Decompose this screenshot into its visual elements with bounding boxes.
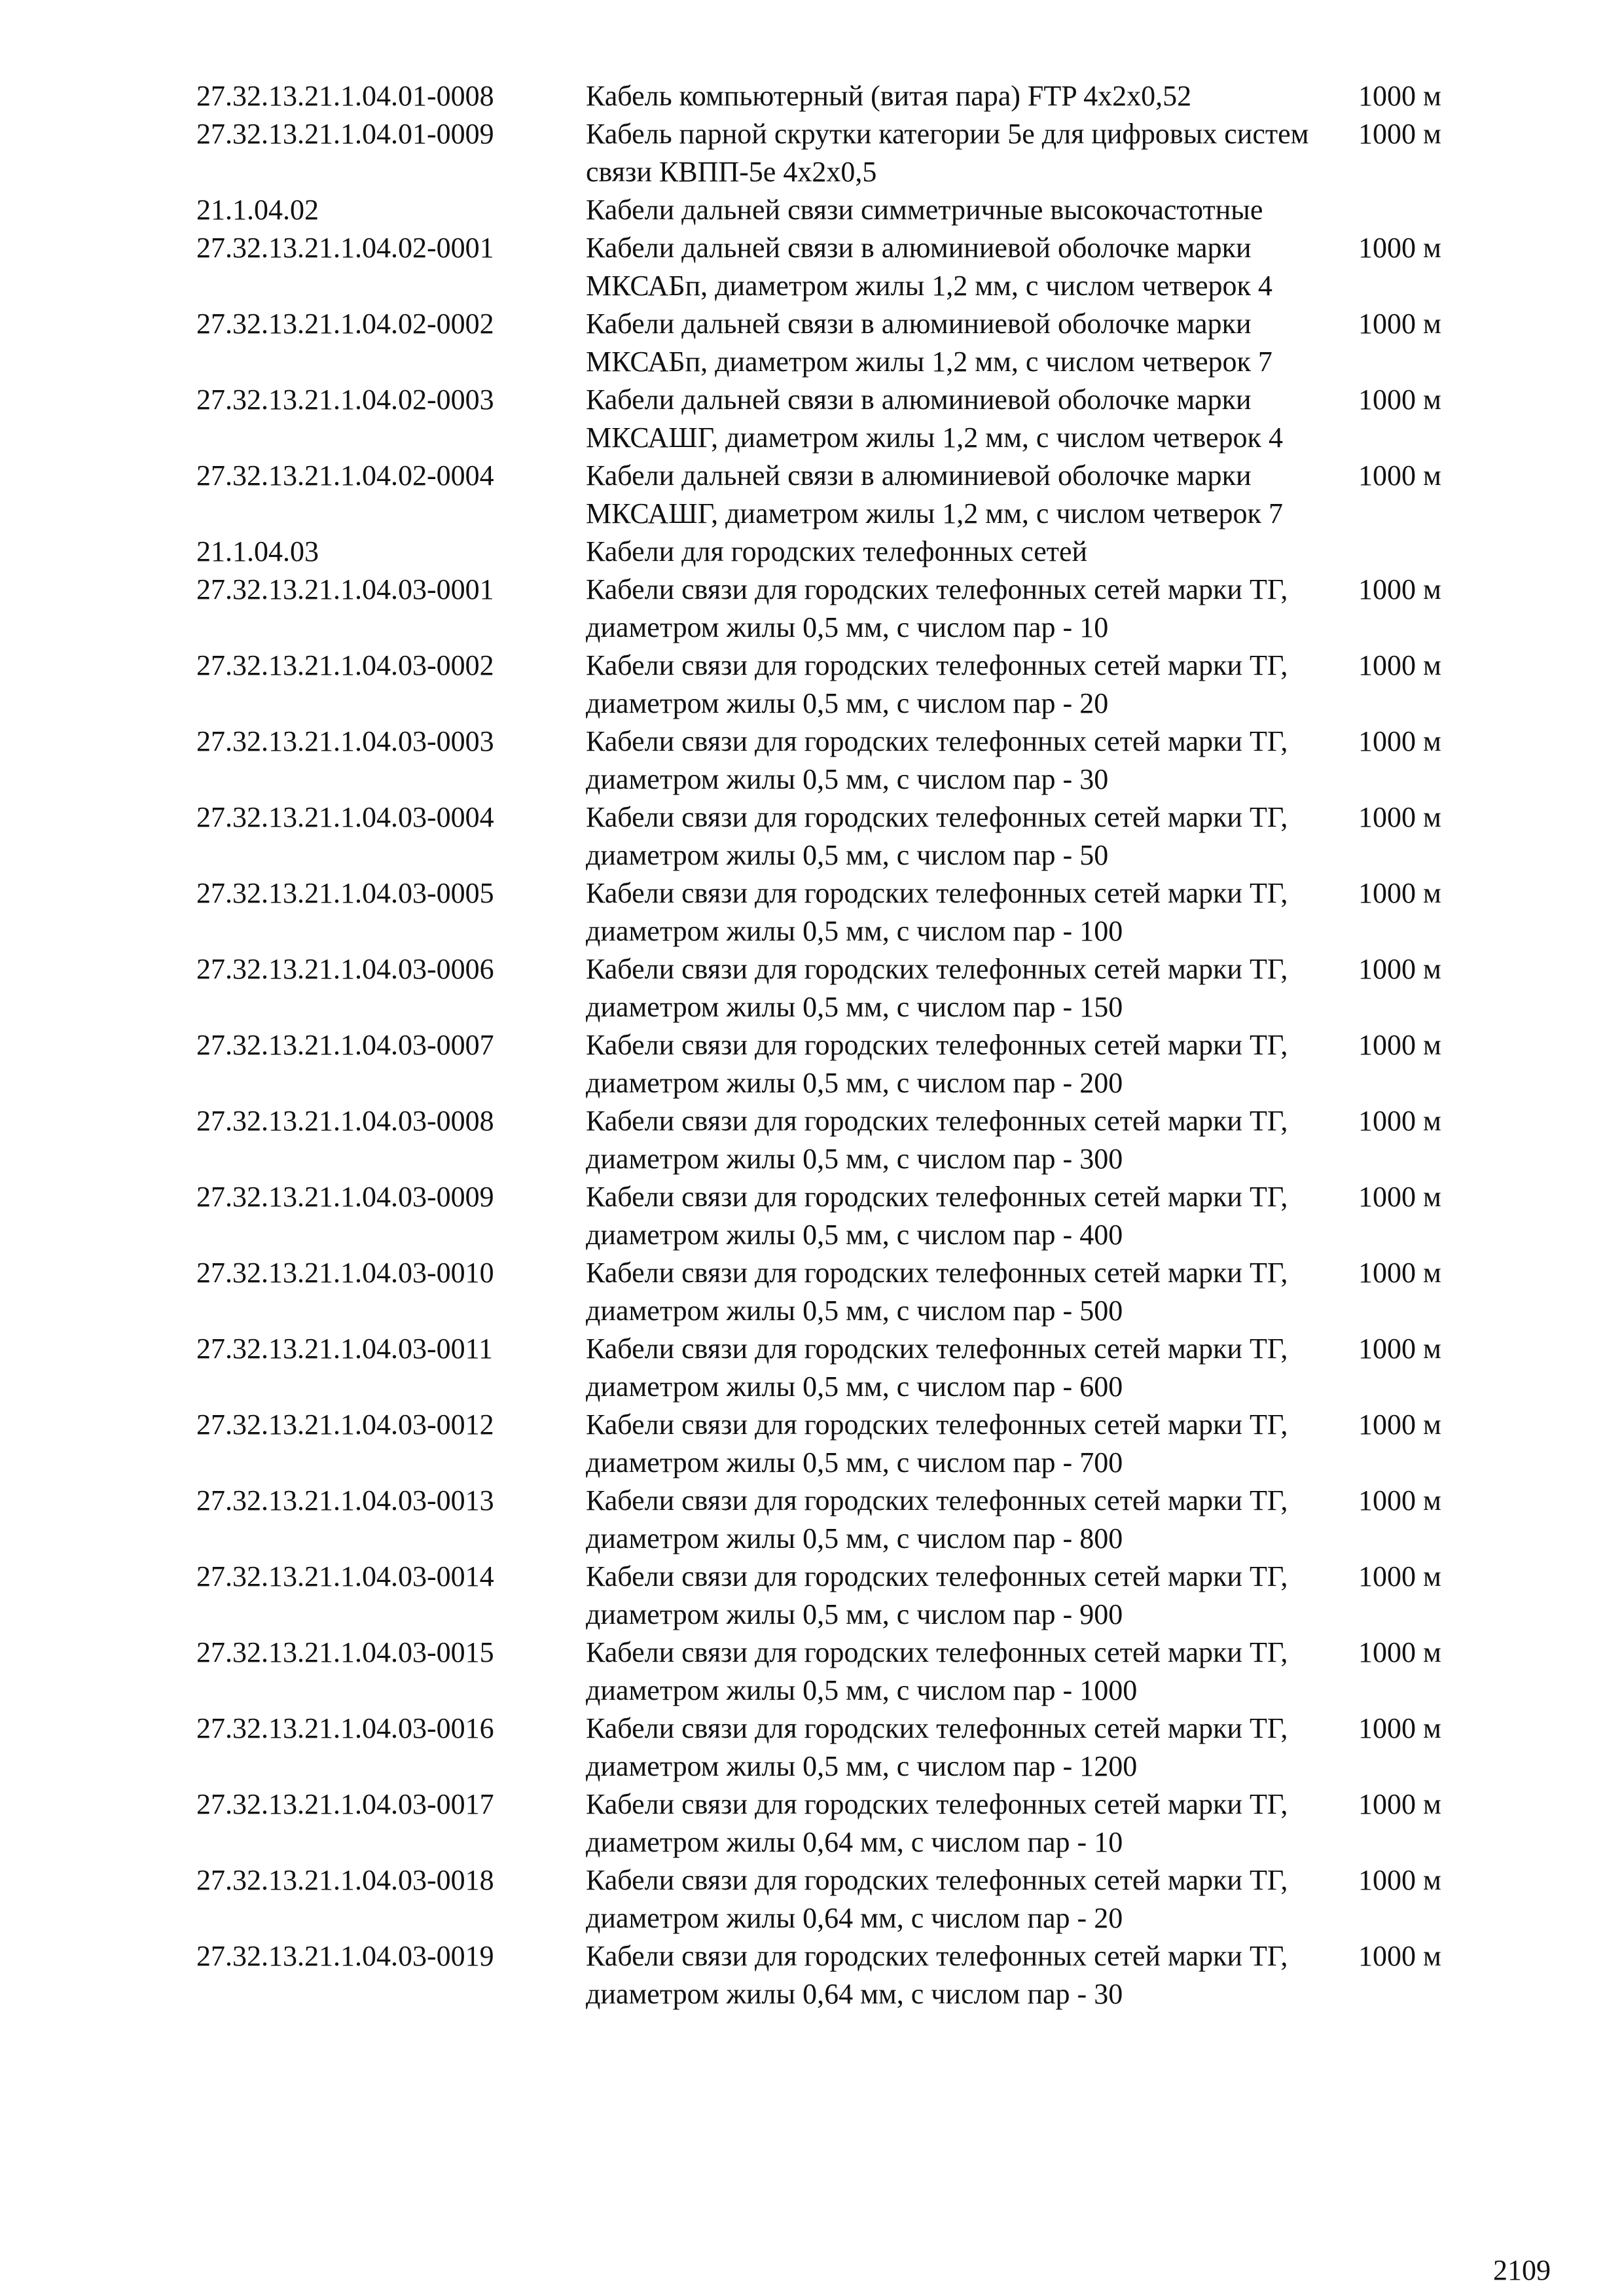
section-row bbox=[196, 191, 1473, 229]
row-code: 27.32.13.21.1.04.01-0008 bbox=[196, 80, 494, 112]
row-name: Кабели связи для городских телефонных сетей марки ТГ, диаметром жилы 0,5 мм, с числом пар - 800 bbox=[586, 1484, 1288, 1554]
row-code: 27.32.13.21.1.04.03-0007 bbox=[196, 1029, 494, 1061]
cable-table bbox=[196, 77, 1473, 2013]
row-unit: 1000 м bbox=[1358, 725, 1441, 757]
row-name: Кабели связи для городских телефонных сетей марки ТГ, диаметром жилы 0,5 мм, с числом пар - 900 bbox=[586, 1560, 1288, 1630]
table-row bbox=[196, 1558, 1473, 1634]
row-name: Кабели связи для городских телефонных сетей марки ТГ, диаметром жилы 0,5 мм, с числом пар - 200 bbox=[586, 1029, 1288, 1099]
row-unit: 1000 м bbox=[1358, 649, 1441, 681]
row-code: 27.32.13.21.1.04.03-0005 bbox=[196, 877, 494, 909]
row-name: Кабели дальней связи симметричные высокочастотные bbox=[586, 194, 1263, 226]
row-code: 27.32.13.21.1.04.03-0009 bbox=[196, 1181, 494, 1213]
table-row bbox=[196, 798, 1473, 874]
page-number: 2109 bbox=[1493, 2254, 1551, 2286]
table-row bbox=[196, 1178, 1473, 1254]
table-row bbox=[196, 77, 1473, 115]
table-row bbox=[196, 457, 1473, 533]
row-code: 27.32.13.21.1.04.03-0010 bbox=[196, 1257, 494, 1289]
table-row bbox=[196, 115, 1473, 191]
row-name: Кабели связи для городских телефонных сетей марки ТГ, диаметром жилы 0,5 мм, с числом пар - 300 bbox=[586, 1105, 1288, 1175]
row-code: 27.32.13.21.1.04.03-0017 bbox=[196, 1788, 494, 1820]
table-row bbox=[196, 305, 1473, 381]
row-name: Кабели дальней связи в алюминиевой оболочке марки МКСАШГ, диаметром жилы 1,2 мм, с числом четверок 7 bbox=[586, 459, 1283, 529]
row-name: Кабели связи для городских телефонных сетей марки ТГ, диаметром жилы 0,64 мм, с числом пар - 10 bbox=[586, 1788, 1288, 1858]
row-code: 27.32.13.21.1.04.02-0003 bbox=[196, 384, 494, 416]
row-name: Кабели связи для городских телефонных сетей марки ТГ, диаметром жилы 0,5 мм, с числом пар - 1200 bbox=[586, 1712, 1288, 1782]
row-name: Кабели связи для городских телефонных сетей марки ТГ, диаметром жилы 0,5 мм, с числом пар - 30 bbox=[586, 725, 1288, 795]
table-row bbox=[196, 571, 1473, 647]
row-unit: 1000 м bbox=[1358, 877, 1441, 909]
row-unit: 1000 м bbox=[1358, 1864, 1441, 1896]
row-unit: 1000 м bbox=[1358, 1181, 1441, 1213]
row-code: 27.32.13.21.1.04.02-0002 bbox=[196, 308, 494, 340]
table-row bbox=[196, 950, 1473, 1026]
row-code: 27.32.13.21.1.04.03-0015 bbox=[196, 1636, 494, 1668]
row-unit: 1000 м bbox=[1358, 1560, 1441, 1592]
row-code: 21.1.04.03 bbox=[196, 535, 319, 567]
row-name: Кабели дальней связи в алюминиевой оболочке марки МКСАШГ, диаметром жилы 1,2 мм, с числом четверок 4 bbox=[586, 384, 1283, 454]
row-unit: 1000 м bbox=[1358, 232, 1441, 264]
row-code: 27.32.13.21.1.04.03-0003 bbox=[196, 725, 494, 757]
table-row bbox=[196, 1406, 1473, 1482]
row-code: 27.32.13.21.1.04.03-0002 bbox=[196, 649, 494, 681]
row-unit: 1000 м bbox=[1358, 308, 1441, 340]
row-code: 27.32.13.21.1.04.03-0011 bbox=[196, 1333, 494, 1365]
row-code: 27.32.13.21.1.04.03-0006 bbox=[196, 953, 494, 985]
table-row bbox=[196, 381, 1473, 457]
table-row bbox=[196, 647, 1473, 723]
section-row bbox=[196, 533, 1473, 571]
row-unit: 1000 м bbox=[1358, 801, 1441, 833]
row-unit: 1000 м bbox=[1358, 1408, 1441, 1441]
row-unit: 1000 м bbox=[1358, 1636, 1441, 1668]
row-name: Кабель компьютерный (витая пара) FTP 4x2x0,52 bbox=[586, 80, 1192, 112]
table-row bbox=[196, 874, 1473, 950]
row-unit: 1000 м bbox=[1358, 573, 1441, 605]
table-row bbox=[196, 1937, 1473, 2013]
row-unit: 1000 м bbox=[1358, 459, 1441, 492]
row-unit: 1000 м bbox=[1358, 384, 1441, 416]
row-name: Кабели связи для городских телефонных сетей марки ТГ, диаметром жилы 0,5 мм, с числом пар - 600 bbox=[586, 1333, 1288, 1403]
row-unit: 1000 м bbox=[1358, 1788, 1441, 1820]
row-unit: 1000 м bbox=[1358, 118, 1441, 150]
row-name: Кабели дальней связи в алюминиевой оболочке марки МКСАБп, диаметром жилы 1,2 мм, с числом четверок 4 bbox=[586, 232, 1272, 302]
row-unit: 1000 м bbox=[1358, 1712, 1441, 1744]
row-code: 27.32.13.21.1.04.03-0018 bbox=[196, 1864, 494, 1896]
row-name: Кабели дальней связи в алюминиевой оболочке марки МКСАБп, диаметром жилы 1,2 мм, с числом четверок 7 bbox=[586, 308, 1272, 378]
row-name: Кабели связи для городских телефонных сетей марки ТГ, диаметром жилы 0,5 мм, с числом пар - 150 bbox=[586, 953, 1288, 1023]
row-name: Кабели связи для городских телефонных сетей марки ТГ, диаметром жилы 0,5 мм, с числом пар - 100 bbox=[586, 877, 1288, 947]
table-row bbox=[196, 723, 1473, 798]
row-code: 27.32.13.21.1.04.03-0004 bbox=[196, 801, 494, 833]
row-code: 27.32.13.21.1.04.03-0013 bbox=[196, 1484, 494, 1516]
row-name: Кабели связи для городских телефонных сетей марки ТГ, диаметром жилы 0,64 мм, с числом пар - 20 bbox=[586, 1864, 1288, 1934]
row-code: 27.32.13.21.1.04.03-0001 bbox=[196, 573, 494, 605]
table-row bbox=[196, 1482, 1473, 1558]
row-unit: 1000 м bbox=[1358, 953, 1441, 985]
row-name: Кабели связи для городских телефонных сетей марки ТГ, диаметром жилы 0,5 мм, с числом пар - 20 bbox=[586, 649, 1288, 719]
row-name: Кабели связи для городских телефонных сетей марки ТГ, диаметром жилы 0,5 мм, с числом пар - 50 bbox=[586, 801, 1288, 871]
row-code: 21.1.04.02 bbox=[196, 194, 319, 226]
row-code: 27.32.13.21.1.04.02-0001 bbox=[196, 232, 494, 264]
table-row bbox=[196, 1785, 1473, 1861]
row-code: 27.32.13.21.1.04.03-0019 bbox=[196, 1940, 494, 1972]
row-code: 27.32.13.21.1.04.01-0009 bbox=[196, 118, 494, 150]
row-unit: 1000 м bbox=[1358, 1333, 1441, 1365]
table-row bbox=[196, 1330, 1473, 1406]
row-code: 27.32.13.21.1.04.02-0004 bbox=[196, 459, 494, 492]
table-row bbox=[196, 229, 1473, 305]
row-unit: 1000 м bbox=[1358, 1105, 1441, 1137]
table-row bbox=[196, 1102, 1473, 1178]
row-name: Кабели связи для городских телефонных сетей марки ТГ, диаметром жилы 0,5 мм, с числом пар - 400 bbox=[586, 1181, 1288, 1251]
row-unit: 1000 м bbox=[1358, 1484, 1441, 1516]
table-row bbox=[196, 1026, 1473, 1102]
row-name: Кабели связи для городских телефонных сетей марки ТГ, диаметром жилы 0,5 мм, с числом пар - 500 bbox=[586, 1257, 1288, 1327]
row-name: Кабели связи для городских телефонных сетей марки ТГ, диаметром жилы 0,5 мм, с числом пар - 700 bbox=[586, 1408, 1288, 1479]
row-unit: 1000 м bbox=[1358, 1940, 1441, 1972]
row-unit: 1000 м bbox=[1358, 80, 1441, 112]
row-name: Кабели связи для городских телефонных сетей марки ТГ, диаметром жилы 0,5 мм, с числом пар - 1000 bbox=[586, 1636, 1288, 1706]
row-code: 27.32.13.21.1.04.03-0008 bbox=[196, 1105, 494, 1137]
row-code: 27.32.13.21.1.04.03-0012 bbox=[196, 1408, 494, 1441]
row-unit: 1000 м bbox=[1358, 1029, 1441, 1061]
row-name: Кабели для городских телефонных сетей bbox=[586, 535, 1088, 567]
row-code: 27.32.13.21.1.04.03-0014 bbox=[196, 1560, 494, 1592]
row-code: 27.32.13.21.1.04.03-0016 bbox=[196, 1712, 494, 1744]
row-unit: 1000 м bbox=[1358, 1257, 1441, 1289]
table-row bbox=[196, 1254, 1473, 1330]
row-name: Кабели связи для городских телефонных сетей марки ТГ, диаметром жилы 0,5 мм, с числом пар - 10 bbox=[586, 573, 1288, 643]
table-row bbox=[196, 1861, 1473, 1937]
table-row bbox=[196, 1634, 1473, 1710]
table-row bbox=[196, 1710, 1473, 1785]
row-name: Кабель парной скрутки категории 5е для цифровых систем связи КВПП-5е 4x2x0,5 bbox=[586, 118, 1309, 188]
row-name: Кабели связи для городских телефонных сетей марки ТГ, диаметром жилы 0,64 мм, с числом пар - 30 bbox=[586, 1940, 1288, 2010]
